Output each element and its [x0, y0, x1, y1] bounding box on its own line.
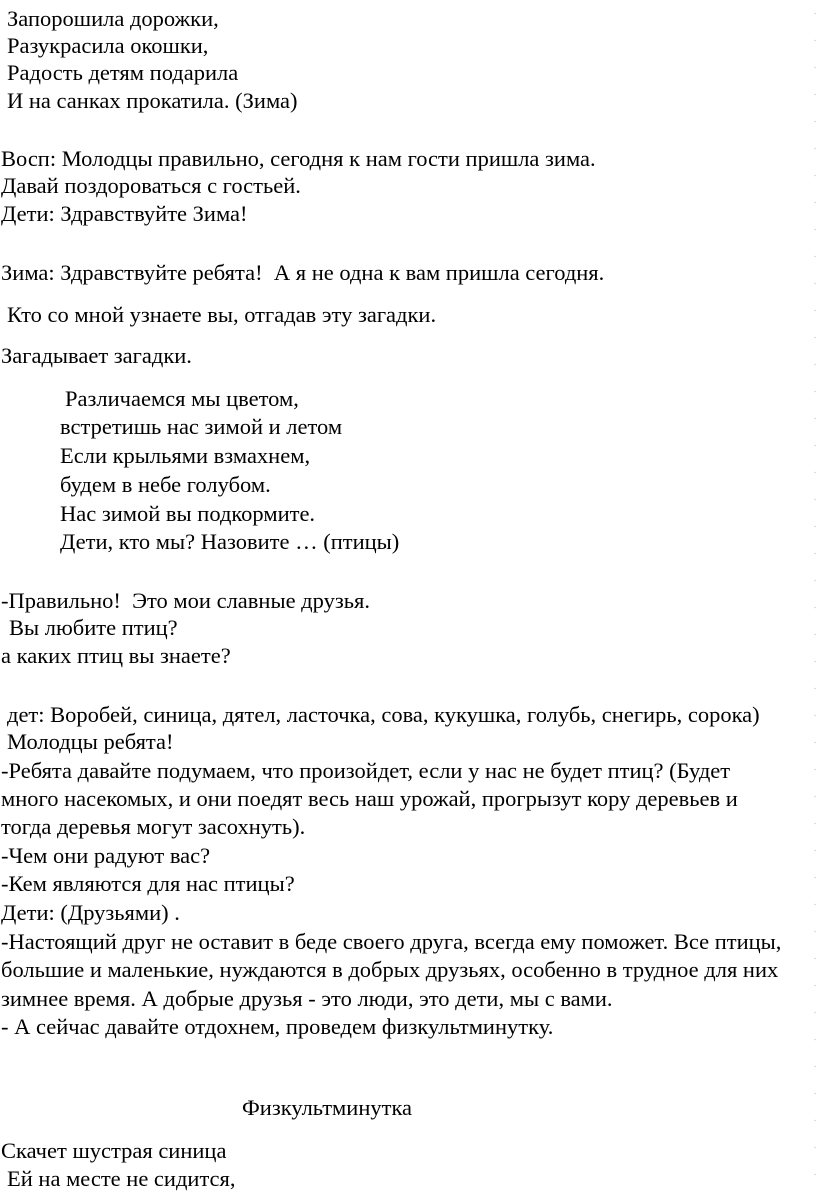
dialog-line: - А сейчас давайте отдохнем, проведем физкультминутку. [1, 1014, 554, 1039]
dialog-line: зимнее время. А добрые друзья - это люди, это дети, мы с вами. [1, 986, 613, 1011]
dialog-line: много насекомых, и они поедят весь наш урожай, прогрызут кору деревьев и [1, 786, 738, 811]
dialog-line: -Настоящий друг не оставит в беде своего друга, всегда ему поможет. Все птицы, [1, 929, 782, 954]
poem-line: И на санках прокатила. (Зима) [7, 88, 298, 113]
dialog-line: Кто со мной узнаете вы, отгадав эту загадки. [7, 302, 437, 327]
poem-line: Радость детям подарила [7, 60, 239, 85]
dialog-line: Зима: Здравствуйте ребята! А я не одна к вам пришла сегодня. [1, 260, 605, 285]
dialog-line: Восп: Молодцы правильно, сегодня к нам гости пришла зима. [1, 146, 596, 171]
riddle-line: будем в небе голубом. [60, 472, 271, 497]
dialog-line: Молодцы ребята! [7, 729, 174, 754]
dialog-line: а каких птиц вы знаете? [1, 643, 231, 668]
dialog-line: большие и маленькие, нуждаются в добрых друзьях, особенно в трудное для них [1, 957, 779, 982]
riddle-line: Дети, кто мы? Назовите … (птицы) [60, 529, 400, 554]
dialog-line: Давай поздороваться с гостьей. [1, 173, 301, 198]
riddle-line: Нас зимой вы подкормите. [60, 501, 316, 526]
dialog-line: дет: Воробей, синица, дятел, ласточка, сова, кукушка, голубь, снегирь, сорока) [7, 702, 760, 727]
dialog-line: -Чем они радуют вас? [1, 843, 211, 868]
poem-line: Запорошила дорожки, [7, 6, 219, 31]
dialog-line: -Правильно! Это мои славные друзья. [1, 588, 370, 613]
dialog-line: Дети: Здравствуйте Зима! [1, 201, 248, 226]
exercise-poem-line: Скачет шустрая синица [1, 1138, 227, 1163]
dialog-line: Вы любите птиц? [9, 615, 178, 640]
section-title: Физкультминутка [242, 1095, 413, 1120]
riddle-line: Если крыльями взмахнем, [60, 443, 311, 468]
dialog-line: -Кем являются для нас птицы? [1, 871, 295, 896]
dialog-line: Загадывает загадки. [1, 343, 192, 368]
dialog-line: -Ребята давайте подумаем, что произойдет, если у нас не будет птиц? (Будет [1, 758, 731, 783]
poem-line: Разукрасила окошки, [7, 33, 209, 58]
exercise-poem-line: Ей на месте не сидится, [7, 1166, 236, 1191]
riddle-line: встретишь нас зимой и летом [60, 414, 343, 439]
dialog-line: Дети: (Друзьями) . [1, 900, 180, 925]
dialog-line: тогда деревья могут засохнуть). [1, 814, 306, 839]
riddle-line: Различаемся мы цветом, [65, 386, 299, 411]
